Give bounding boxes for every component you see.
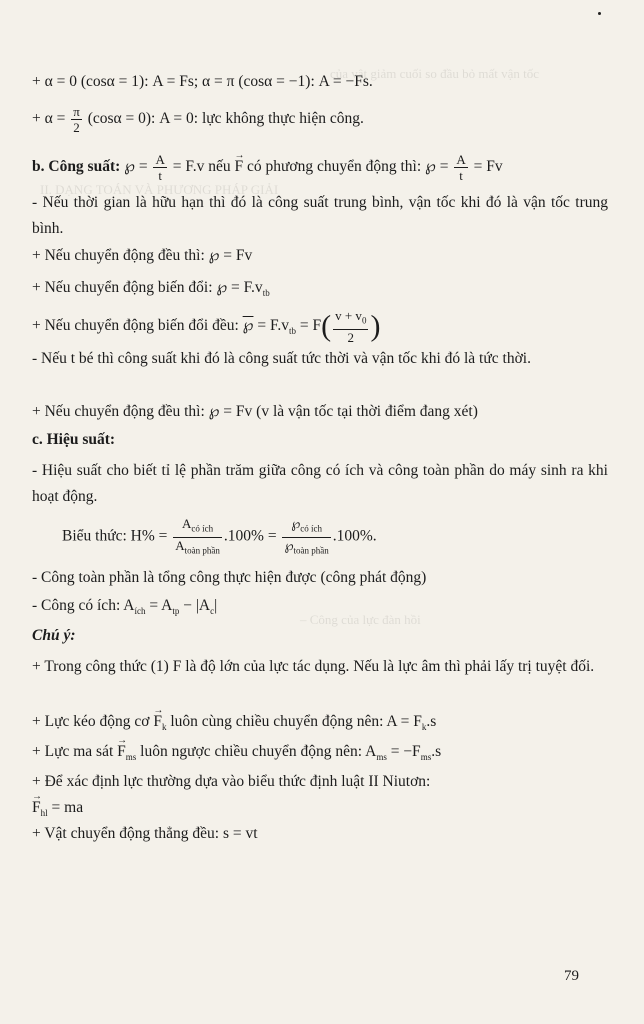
text-line: + Nếu chuyển động đều thì: ℘ = Fv (v là vận tốc tại thời điểm đang xét) [32,403,478,420]
show-through-text: II. DẠNG TOÁN VÀ PHƯƠNG PHÁP GIẢI [40,182,279,197]
text-line: + α = $\frac{\pi}{2}$ (cosα = 0): A = 0: lực không thực hiện công. [32,104,364,135]
text-line: → $F_{hl}$ = ma [32,798,608,823]
fraction: $\frac{A}{t}$ [155,152,165,183]
paragraph: - Nếu thời gian là hữu hạn thì đó là công suất trung bình, vận tốc khi đó là vận tốc trung bình. [32,194,608,237]
section-heading: c. Hiệu suất: [32,431,116,448]
text-line: b. Công suất: ℘ = $\frac{A}{t}$ = F.v nếu → F có phương chuyển động thì: ℘ = $\frac{A}{t}$ = Fv [32,152,608,183]
text-line: + Nếu chuyển động biến đổi đều: ℘ = $F.v_{tb} = F$( $\frac{v + v_0}{2}$ ) [32,308,381,345]
text-line: + Nếu chuyển động biến đổi: ℘ = $F.v_{tb}$ [32,279,270,299]
note-heading: Chú ý: [32,627,76,644]
show-through-text: của vật giảm cuối so đầu bỏ mất vận tốc [330,66,540,81]
fraction: $\frac{v + v_0}{2}$ [335,308,367,345]
paragraph: - Nếu t bé thì công suất khi đó là công suất tức thời và vận tốc khi đó là tức thời. [32,350,531,367]
show-through-text: – Công của lực đàn hồi [300,612,421,627]
text-line: - Công có ích: $A_{ích} = A_{tp} - |A_c|$ [32,597,218,617]
text-line: + α = 0 (cosα = 1): A = Fs; α = π (cosα = −1): A = −Fs. [32,73,373,90]
fraction: $\frac{℘_{có ích}}{℘_{toàn phần}}$ [284,516,329,556]
text-line: + Để xác định lực thường dựa vào biểu thức định luật II Niutơn: [32,773,431,790]
fraction: $\frac{\pi}{2}$ [73,104,80,135]
text-line: - Công toàn phần là tổng công thực hiện được (công phát động) [32,569,427,586]
paragraph: - Hiệu suất cho biết tỉ lệ phần trăm giữa công có ích và công toàn phần do máy sinh ra khi hoạt động. [32,462,608,505]
page-number: 79 [564,968,579,984]
section-heading: b. Công suất: [32,158,121,176]
text-line: + Nếu chuyển động đều thì: ℘ = Fv [32,247,253,264]
text-line: + Lực kéo động cơ → $F_k$ luôn cùng chiều chuyển động nên: $A = F_k.s$ [32,712,608,737]
formula-line: Biểu thức: H% = $\frac{A_{có ích}}{A_{toàn phần}}$ .100% = $\frac{℘_{có ích}}{℘_{toàn phần}}$ .100%. [62,516,608,558]
fraction: $\frac{A}{t}$ [456,152,466,183]
text-line: + Vật chuyển động thẳng đều: s = vt [32,825,258,842]
print-dot [598,12,601,15]
fraction: $\frac{A_{có ích}}{A_{toàn phần}}$ [175,516,220,556]
text-line: + Lực ma sát → $F_{ms}$ luôn ngược chiều chuyển động nên: $A_{ms} = -F_{ms}.s$ [32,742,608,767]
paragraph: + Trong công thức (1) F là độ lớn của lực tác dụng. Nếu là lực âm thì phải lấy trị tuyệt đối. [32,658,595,675]
